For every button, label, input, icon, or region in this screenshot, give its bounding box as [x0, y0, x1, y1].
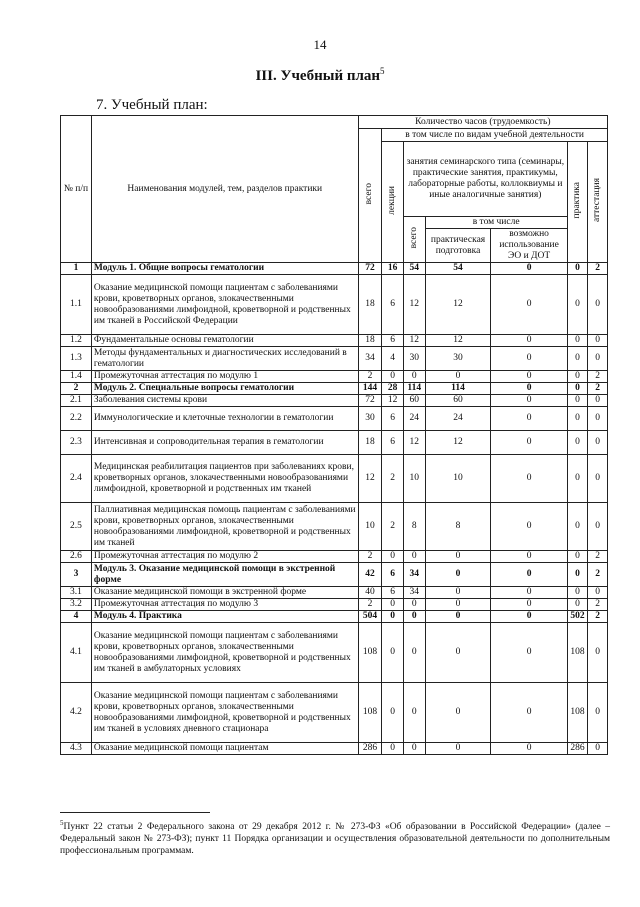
cell-att: 2 [588, 371, 608, 383]
cell-pr: 0 [567, 587, 588, 599]
table-row [61, 563, 608, 587]
header-sem-total [403, 217, 425, 263]
cell-pp: 12 [425, 335, 491, 347]
cell-name: Модуль 4. Практика [91, 611, 358, 623]
section-heading-text: III. Учебный план [255, 68, 381, 84]
cell-total: 144 [358, 383, 382, 395]
cell-lec: 0 [382, 371, 404, 383]
cell-num: 2.2 [61, 407, 92, 431]
cell-name: Иммунологические и клеточные технологии в гематологии [91, 407, 358, 431]
cell-name: Методы фундаментальных и диагностических исследований в гематологии [91, 347, 358, 371]
cell-pp: 0 [425, 611, 491, 623]
header-practice [567, 142, 588, 263]
cell-name: Паллиативная медицинская помощь пациентам с заболеваниями крови, кроветворных органов, злокачественными новообразованиями лимфоидной, кроветворной и родственных им тканей [91, 503, 358, 551]
cell-att: 2 [588, 551, 608, 563]
cell-name: Оказание медицинской помощи пациентам с заболеваниями крови, кроветворных органов, злокачественными новообразованиями лимфоидной, кроветворной и родственных им тканей в Российской Федерации [91, 275, 358, 335]
cell-total: 72 [358, 395, 382, 407]
cell-pr: 108 [567, 623, 588, 683]
cell-pp: 8 [425, 503, 491, 551]
cell-sem: 0 [403, 371, 425, 383]
cell-name: Оказание медицинской помощи пациентам с заболеваниями крови, кроветворных органов, злокачественными новообразованиями лимфоидной, кроветворной и родственных им тканей в условиях дневного стационара [91, 683, 358, 743]
cell-name: Промежуточная аттестация по модулю 2 [91, 551, 358, 563]
header-num: № п/п [61, 116, 92, 263]
cell-eo: 0 [491, 623, 567, 683]
cell-lec: 4 [382, 347, 404, 371]
cell-total: 10 [358, 503, 382, 551]
cell-total: 18 [358, 335, 382, 347]
cell-lec: 0 [382, 611, 404, 623]
cell-pp: 0 [425, 743, 491, 755]
cell-total: 108 [358, 683, 382, 743]
cell-total: 2 [358, 599, 382, 611]
cell-num: 1.1 [61, 275, 92, 335]
cell-lec: 0 [382, 599, 404, 611]
cell-att: 2 [588, 611, 608, 623]
cell-total: 34 [358, 347, 382, 371]
cell-att: 0 [588, 503, 608, 551]
cell-name: Модуль 2. Специальные вопросы гематологии [91, 383, 358, 395]
header-activity: в том числе по видам учебной деятельности [382, 129, 608, 142]
cell-pp: 0 [425, 623, 491, 683]
cell-eo: 0 [491, 347, 567, 371]
cell-eo: 0 [491, 263, 567, 275]
cell-pr: 0 [567, 551, 588, 563]
cell-num: 1.3 [61, 347, 92, 371]
cell-num: 1.4 [61, 371, 92, 383]
cell-eo: 0 [491, 611, 567, 623]
page-number: 14 [313, 37, 327, 52]
table-row [61, 503, 608, 551]
cell-num: 3.1 [61, 587, 92, 599]
cell-pr: 0 [567, 347, 588, 371]
cell-name: Оказание медицинской помощи пациентам [91, 743, 358, 755]
cell-pr: 286 [567, 743, 588, 755]
cell-att: 0 [588, 623, 608, 683]
header-hours: Количество часов (трудоемкость) [358, 116, 607, 129]
header-practice-label: практика [571, 181, 582, 219]
cell-eo: 0 [491, 383, 567, 395]
cell-att: 0 [588, 275, 608, 335]
cell-att: 0 [588, 407, 608, 431]
cell-eo: 0 [491, 275, 567, 335]
header-lectures [382, 142, 404, 263]
table-row [61, 551, 608, 563]
cell-name: Модуль 1. Общие вопросы гематологии [91, 263, 358, 275]
cell-att: 2 [588, 263, 608, 275]
header-total-label: всего [364, 182, 375, 205]
cell-lec: 6 [382, 587, 404, 599]
header-name: Наименования модулей, тем, разделов практики [91, 116, 358, 263]
cell-pp: 60 [425, 395, 491, 407]
cell-eo: 0 [491, 371, 567, 383]
cell-pr: 0 [567, 263, 588, 275]
cell-num: 2.5 [61, 503, 92, 551]
cell-num: 2.3 [61, 431, 92, 455]
cell-pr: 0 [567, 383, 588, 395]
cell-num: 1.2 [61, 335, 92, 347]
header-practical-training: практическая подготовка [425, 229, 491, 263]
header-sem-total-label: всего [408, 226, 419, 249]
cell-sem: 10 [403, 455, 425, 503]
cell-num: 1 [61, 263, 92, 275]
table-row [61, 263, 608, 275]
cell-lec: 28 [382, 383, 404, 395]
cell-num: 3.2 [61, 599, 92, 611]
cell-total: 42 [358, 563, 382, 587]
cell-num: 4.1 [61, 623, 92, 683]
table-row [61, 371, 608, 383]
header-attestation [588, 142, 608, 263]
cell-eo: 0 [491, 743, 567, 755]
cell-eo: 0 [491, 587, 567, 599]
cell-pr: 0 [567, 563, 588, 587]
cell-lec: 16 [382, 263, 404, 275]
cell-eo: 0 [491, 395, 567, 407]
cell-pr: 0 [567, 455, 588, 503]
cell-eo: 0 [491, 563, 567, 587]
cell-total: 2 [358, 371, 382, 383]
cell-total: 40 [358, 587, 382, 599]
cell-sem: 24 [403, 407, 425, 431]
cell-eo: 0 [491, 431, 567, 455]
cell-eo: 0 [491, 551, 567, 563]
cell-total: 18 [358, 275, 382, 335]
header-eo-dot: возможно использование ЭО и ДОТ [491, 229, 567, 263]
cell-sem: 12 [403, 275, 425, 335]
cell-sem: 114 [403, 383, 425, 395]
cell-sem: 0 [403, 611, 425, 623]
cell-pp: 0 [425, 563, 491, 587]
cell-sem: 0 [403, 599, 425, 611]
cell-total: 2 [358, 551, 382, 563]
table-row [61, 587, 608, 599]
cell-name: Оказание медицинской помощи в экстренной форме [91, 587, 358, 599]
cell-eo: 0 [491, 407, 567, 431]
cell-att: 0 [588, 347, 608, 371]
cell-pr: 0 [567, 335, 588, 347]
cell-eo: 0 [491, 599, 567, 611]
cell-num: 4.3 [61, 743, 92, 755]
cell-total: 72 [358, 263, 382, 275]
header-incl: в том числе [425, 217, 567, 229]
cell-pp: 30 [425, 347, 491, 371]
table-row [61, 599, 608, 611]
header-total [358, 129, 382, 263]
cell-name: Оказание медицинской помощи пациентам с заболеваниями крови, кроветворных органов, злокачественными новообразованиями лимфоидной, кроветворной и родственных им тканей в амбулаторных условиях [91, 623, 358, 683]
cell-name: Заболевания системы крови [91, 395, 358, 407]
cell-att: 0 [588, 455, 608, 503]
cell-pp: 12 [425, 431, 491, 455]
cell-sem: 0 [403, 743, 425, 755]
curriculum-table [60, 115, 608, 755]
table-row [61, 335, 608, 347]
cell-sem: 30 [403, 347, 425, 371]
cell-pr: 0 [567, 275, 588, 335]
cell-eo: 0 [491, 683, 567, 743]
section-heading [0, 66, 640, 85]
cell-pr: 0 [567, 431, 588, 455]
table-row [61, 347, 608, 371]
table-header [61, 116, 608, 263]
table-row [61, 383, 608, 395]
cell-lec: 12 [382, 395, 404, 407]
header-seminars: занятия семинарского типа (семинары, практические занятия, практикумы, лабораторные работы, коллоквиумы и иные аналогичные занятия) [403, 142, 567, 217]
cell-name: Фундаментальные основы гематологии [91, 335, 358, 347]
cell-pr: 502 [567, 611, 588, 623]
cell-lec: 6 [382, 407, 404, 431]
heading-footnote-mark: 5 [380, 66, 385, 76]
cell-pp: 12 [425, 275, 491, 335]
cell-pp: 0 [425, 551, 491, 563]
cell-att: 0 [588, 431, 608, 455]
cell-num: 3 [61, 563, 92, 587]
subheading: 7. Учебный план: [96, 97, 208, 113]
cell-pp: 24 [425, 407, 491, 431]
cell-num: 4.2 [61, 683, 92, 743]
cell-total: 504 [358, 611, 382, 623]
cell-lec: 0 [382, 551, 404, 563]
cell-att: 0 [588, 683, 608, 743]
table-row [61, 455, 608, 503]
cell-lec: 6 [382, 335, 404, 347]
cell-name: Модуль 3. Оказание медицинской помощи в экстренной форме [91, 563, 358, 587]
cell-lec: 6 [382, 431, 404, 455]
cell-num: 4 [61, 611, 92, 623]
cell-eo: 0 [491, 503, 567, 551]
cell-lec: 2 [382, 503, 404, 551]
cell-num: 2 [61, 383, 92, 395]
cell-lec: 2 [382, 455, 404, 503]
table-row [61, 395, 608, 407]
cell-num: 2.4 [61, 455, 92, 503]
cell-sem: 60 [403, 395, 425, 407]
table-body [61, 263, 608, 755]
cell-pr: 0 [567, 407, 588, 431]
cell-sem: 0 [403, 683, 425, 743]
cell-pp: 0 [425, 683, 491, 743]
table-row [61, 611, 608, 623]
cell-att: 2 [588, 599, 608, 611]
cell-pp: 0 [425, 371, 491, 383]
cell-pr: 0 [567, 371, 588, 383]
cell-total: 108 [358, 623, 382, 683]
cell-lec: 0 [382, 623, 404, 683]
cell-lec: 0 [382, 683, 404, 743]
cell-pr: 0 [567, 503, 588, 551]
cell-num: 2.1 [61, 395, 92, 407]
header-lectures-label: лекции [387, 185, 398, 215]
cell-att: 2 [588, 383, 608, 395]
table-row [61, 623, 608, 683]
cell-eo: 0 [491, 455, 567, 503]
cell-sem: 12 [403, 431, 425, 455]
cell-att: 0 [588, 395, 608, 407]
table-row [61, 407, 608, 431]
cell-pr: 108 [567, 683, 588, 743]
table-row [61, 275, 608, 335]
cell-sem: 34 [403, 563, 425, 587]
footnote-mark: 5 [60, 819, 64, 827]
cell-total: 30 [358, 407, 382, 431]
cell-eo: 0 [491, 335, 567, 347]
cell-sem: 0 [403, 623, 425, 683]
table-row [61, 743, 608, 755]
cell-name: Промежуточная аттестация по модулю 3 [91, 599, 358, 611]
cell-sem: 8 [403, 503, 425, 551]
cell-total: 18 [358, 431, 382, 455]
cell-pr: 0 [567, 395, 588, 407]
footnote-text: Пункт 22 статьи 2 Федерального закона от 29 декабря 2012 г. № 273-ФЗ «Об образовании в Российской Федерации» (далее – Федеральный закон № 273-ФЗ); пункт 11 Порядка организации и осуществления образовательной деятельности по дополнительным профессиональным программам. [60, 822, 610, 857]
table-row [61, 431, 608, 455]
cell-att: 0 [588, 587, 608, 599]
cell-name: Интенсивная и сопроводительная терапия в гематологии [91, 431, 358, 455]
header-attestation-label: аттестация [592, 178, 603, 222]
table-row [61, 683, 608, 743]
cell-pp: 0 [425, 587, 491, 599]
cell-att: 2 [588, 563, 608, 587]
cell-lec: 6 [382, 563, 404, 587]
cell-pp: 114 [425, 383, 491, 395]
cell-pr: 0 [567, 599, 588, 611]
cell-sem: 34 [403, 587, 425, 599]
cell-name: Промежуточная аттестация по модулю 1 [91, 371, 358, 383]
cell-sem: 12 [403, 335, 425, 347]
footnote-rule [60, 812, 210, 813]
cell-sem: 54 [403, 263, 425, 275]
cell-att: 0 [588, 743, 608, 755]
cell-att: 0 [588, 335, 608, 347]
cell-total: 12 [358, 455, 382, 503]
cell-lec: 0 [382, 743, 404, 755]
cell-pp: 54 [425, 263, 491, 275]
footnote [60, 817, 610, 857]
cell-total: 286 [358, 743, 382, 755]
cell-lec: 6 [382, 275, 404, 335]
cell-num: 2.6 [61, 551, 92, 563]
cell-pp: 0 [425, 599, 491, 611]
cell-name: Медицинская реабилитация пациентов при заболеваниях крови, кроветворных органов, злокачественными новообразованиями лимфоидной, кроветворной и родственных им тканей [91, 455, 358, 503]
cell-sem: 0 [403, 551, 425, 563]
cell-pp: 10 [425, 455, 491, 503]
